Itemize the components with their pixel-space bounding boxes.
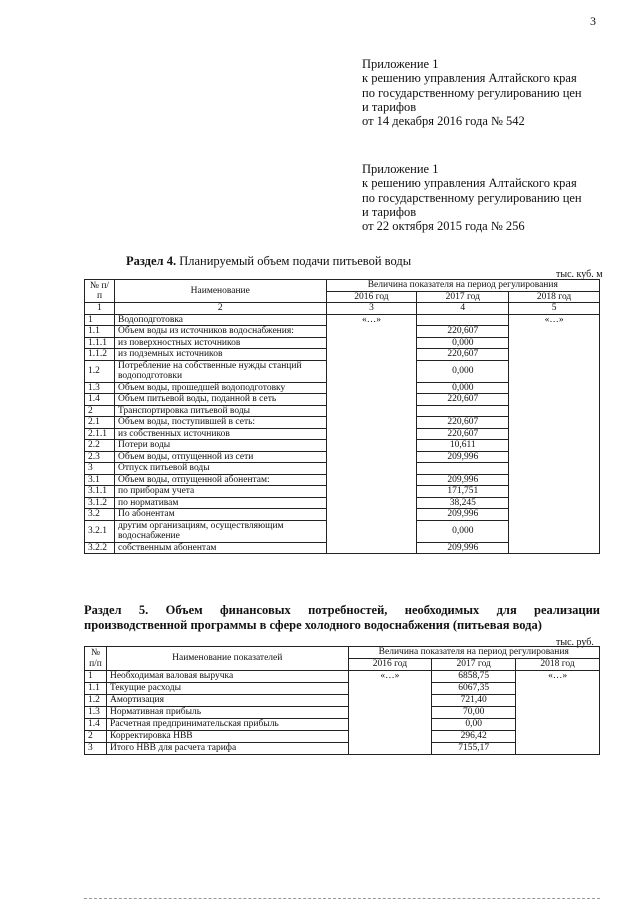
- row-name: по приборам учета: [114, 486, 326, 498]
- value-2017: 0,000: [417, 382, 509, 394]
- row-name: Объем воды, прошедшей водоподготовку: [114, 382, 326, 394]
- header-year-2017: 2017 год: [432, 659, 516, 671]
- header-num: № п/п: [85, 647, 107, 671]
- row-number: 3: [85, 743, 107, 755]
- section4-title: Планируемый объем подачи питьевой воды: [179, 254, 412, 268]
- row-number: 2.1.1: [85, 428, 115, 440]
- row-name: из поверхностных источников: [114, 337, 326, 349]
- row-number: 1.2: [85, 695, 107, 707]
- section5-heading: [84, 603, 600, 633]
- value-2017: 220,607: [417, 349, 509, 361]
- appendix-line: к решению управления Алтайского края: [362, 176, 577, 191]
- value-2017: 0,00: [432, 719, 516, 731]
- row-name: по нормативам: [114, 497, 326, 509]
- header-name: Наименование: [114, 280, 326, 303]
- section5-label: Раздел 5.: [84, 603, 149, 617]
- value-2017: 220,607: [417, 326, 509, 338]
- value-2017: 296,42: [432, 731, 516, 743]
- value-2018-placeholder: «…»: [509, 314, 600, 554]
- value-2017: 220,607: [417, 428, 509, 440]
- row-number: 3.1: [85, 474, 115, 486]
- header-period: Величина показателя на период регулирования: [326, 280, 599, 292]
- section4-heading: [126, 254, 411, 269]
- row-number: 2.2: [85, 440, 115, 452]
- value-2017: 6067,35: [432, 683, 516, 695]
- section5-title: Объем финансовых потребностей, необходимых для реализации производственной программы в сфере холодного водоснабжения (питьевая вода): [84, 603, 600, 632]
- value-2017: 209,996: [417, 474, 509, 486]
- value-2017: 220,607: [417, 394, 509, 406]
- row-number: 3.1.2: [85, 497, 115, 509]
- appendix-current-block: [362, 57, 582, 128]
- row-number: 2.1: [85, 417, 115, 429]
- row-name: Объем воды, отпущенной из сети: [114, 451, 326, 463]
- row-name: Отпуск питьевой воды: [114, 463, 326, 475]
- header-year-2016: 2016 год: [326, 291, 417, 303]
- row-name: Расчетная предпринимательская прибыль: [106, 719, 348, 731]
- section4-table: [84, 279, 600, 554]
- value-2017: [417, 314, 509, 326]
- row-name: Объем воды, поступившей в сеть:: [114, 417, 326, 429]
- header-num: № п/п: [85, 280, 115, 303]
- value-2017: 209,996: [417, 509, 509, 521]
- appendix-line: Приложение 1: [362, 162, 439, 176]
- header-year-2017: 2017 год: [417, 291, 509, 303]
- table-row: [85, 314, 600, 326]
- header-period: Величина показателя на период регулирования: [348, 647, 600, 659]
- row-number: 2: [85, 731, 107, 743]
- header-year-2018: 2018 год: [509, 291, 600, 303]
- row-name: Транспортировка питьевой воды: [114, 405, 326, 417]
- row-name: По абонентам: [114, 509, 326, 521]
- appendix-line: от 14 декабря 2016 года № 542: [362, 114, 525, 129]
- value-2016-placeholder: «…»: [326, 314, 417, 554]
- row-number: 1.2: [85, 360, 115, 382]
- row-name: Водоподготовка: [114, 314, 326, 326]
- row-name: Текущие расходы: [106, 683, 348, 695]
- value-2017: 0,000: [417, 520, 509, 542]
- value-2017: 6858,75: [432, 671, 516, 683]
- value-2017: 7155,17: [432, 743, 516, 755]
- row-name: собственным абонентам: [114, 542, 326, 554]
- header-year-2016: 2016 год: [348, 659, 432, 671]
- row-number: 3.2.2: [85, 542, 115, 554]
- section4-units: тыс. куб. м: [556, 269, 603, 280]
- value-2017: 70,00: [432, 707, 516, 719]
- value-2017: 220,607: [417, 417, 509, 429]
- page-bottom-rule: [84, 898, 600, 899]
- section5-table: [84, 646, 600, 755]
- column-number: 4: [417, 303, 509, 315]
- value-2017: 0,000: [417, 360, 509, 382]
- value-2017: 0,000: [417, 337, 509, 349]
- row-number: 3.1.1: [85, 486, 115, 498]
- row-number: 2.3: [85, 451, 115, 463]
- row-number: 2: [85, 405, 115, 417]
- row-name: Потери воды: [114, 440, 326, 452]
- value-2017: 171,751: [417, 486, 509, 498]
- section4-label: Раздел 4.: [126, 254, 177, 268]
- appendix-line: Приложение 1: [362, 57, 439, 71]
- row-number: 3: [85, 463, 115, 475]
- row-number: 1.4: [85, 719, 107, 731]
- header-name: Наименование показателей: [106, 647, 348, 671]
- value-2017: 209,996: [417, 542, 509, 554]
- appendix-original-block: [362, 162, 582, 233]
- value-2017: 721,40: [432, 695, 516, 707]
- value-2017: 209,996: [417, 451, 509, 463]
- column-number: 2: [114, 303, 326, 315]
- row-number: 3.2: [85, 509, 115, 521]
- section5-table-body: [85, 647, 600, 755]
- appendix-line: по государственному регулированию цен: [362, 85, 582, 100]
- column-number: 5: [509, 303, 600, 315]
- appendix-line: к решению управления Алтайского края: [362, 71, 577, 86]
- row-name: Объем воды из источников водоснабжения:: [114, 326, 326, 338]
- appendix-line: по государственному регулированию цен: [362, 190, 582, 205]
- row-number: 1.1: [85, 326, 115, 338]
- row-number: 1.1.2: [85, 349, 115, 361]
- row-name: другим организациям, осуществляющим водоснабжение: [114, 520, 326, 542]
- row-name: Потребление на собственные нужды станций водоподготовки: [114, 360, 326, 382]
- row-name: Амортизация: [106, 695, 348, 707]
- header-year-2018: 2018 год: [516, 659, 600, 671]
- row-name: из подземных источников: [114, 349, 326, 361]
- table-row: [85, 671, 600, 683]
- column-number: 1: [85, 303, 115, 315]
- row-name: Необходимая валовая выручка: [106, 671, 348, 683]
- value-2017: [417, 405, 509, 417]
- row-number: 1.4: [85, 394, 115, 406]
- row-number: 1: [85, 314, 115, 326]
- row-name: Нормативная прибыль: [106, 707, 348, 719]
- row-name: Объем питьевой воды, поданной в сеть: [114, 394, 326, 406]
- appendix-line: и тарифов: [362, 204, 417, 219]
- value-2018-placeholder: «…»: [516, 671, 600, 755]
- section4-table-body: [85, 280, 600, 554]
- row-name: Корректировка НВВ: [106, 731, 348, 743]
- row-name: из собственных источников: [114, 428, 326, 440]
- row-name: Итого НВВ для расчета тарифа: [106, 743, 348, 755]
- row-number: 1.3: [85, 707, 107, 719]
- appendix-line: от 22 октября 2015 года № 256: [362, 219, 525, 234]
- section5-units: тыс. руб.: [556, 637, 594, 648]
- value-2017: 10,611: [417, 440, 509, 452]
- row-number: 1: [85, 671, 107, 683]
- value-2016-placeholder: «…»: [348, 671, 432, 755]
- appendix-line: и тарифов: [362, 99, 417, 114]
- value-2017: [417, 463, 509, 475]
- value-2017: 38,245: [417, 497, 509, 509]
- row-number: 3.2.1: [85, 520, 115, 542]
- page-number: 3: [590, 14, 596, 28]
- row-number: 1.1: [85, 683, 107, 695]
- row-number: 1.3: [85, 382, 115, 394]
- row-number: 1.1.1: [85, 337, 115, 349]
- column-number: 3: [326, 303, 417, 315]
- row-name: Объем воды, отпущенной абонентам:: [114, 474, 326, 486]
